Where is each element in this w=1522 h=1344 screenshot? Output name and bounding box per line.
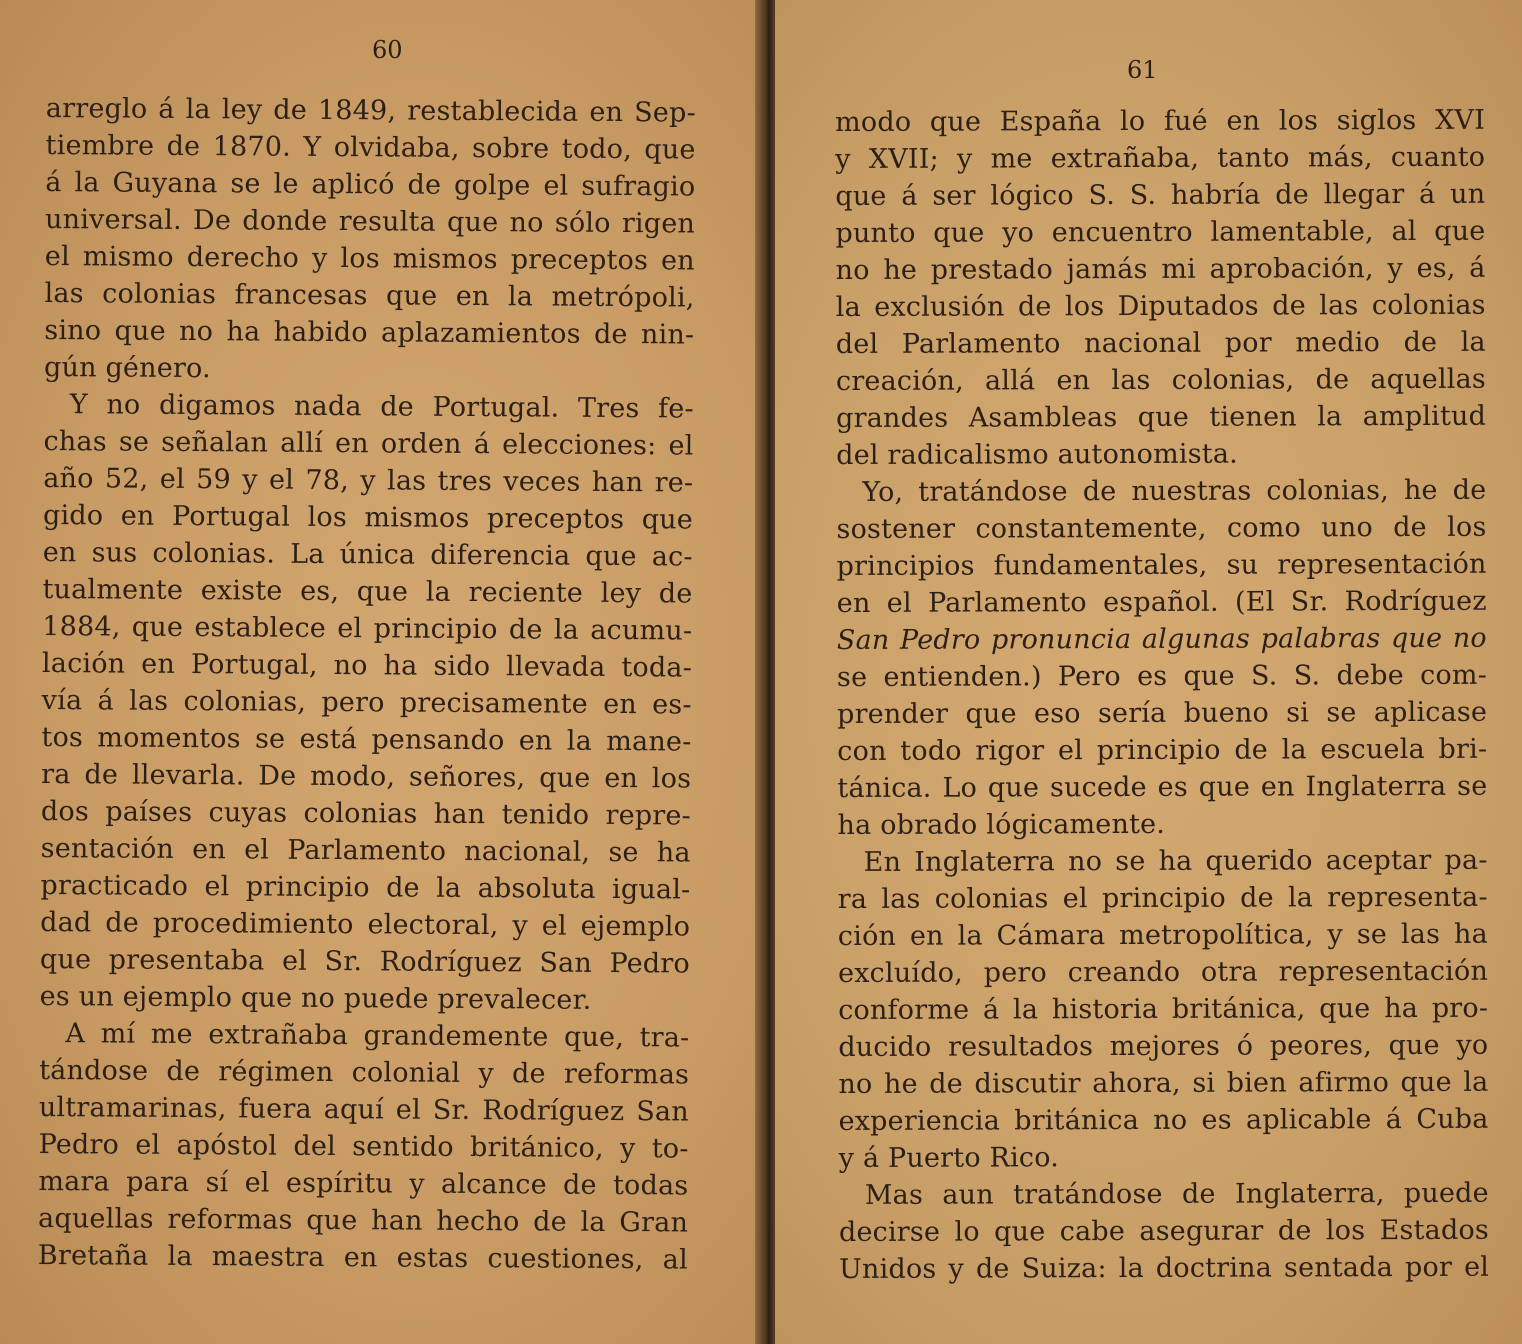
text-line: Y no digamos nada de Portugal. Tres fe- (69, 389, 694, 425)
text-line: en el Parlamento español. (El Sr. Rodríguez (836, 585, 1487, 619)
text-line: Yo, tratándose de nuestras colonias, he de (862, 474, 1487, 508)
text-line: gún género. (43, 351, 211, 385)
text-line: el mismo derecho y los mismos preceptos en (44, 240, 695, 277)
text-line: arreglo á la ley de 1849, restablecida en Sep- (45, 92, 696, 129)
text-line: tánica. Lo que sucede es que en Inglaterra se (837, 770, 1488, 804)
text-line: no he de discutir ahora, si bien afirmo que la (838, 1066, 1489, 1100)
text-line: principios fundamentales, su representación (836, 548, 1487, 582)
text-line: dos países cuyas colonias han tenido repre- (40, 795, 692, 832)
text-line: grandes Asambleas que tienen la amplitud (836, 400, 1487, 434)
text-line: con todo rigor el principio de la escuela bri- (837, 733, 1488, 767)
text-line: sentación en el Parlamento nacional, se ha (40, 832, 691, 869)
text-line: creación, allá en las colonias, de aquellas (835, 363, 1487, 397)
text-line: decirse lo que cabe asegurar de los Estados (838, 1214, 1489, 1248)
text-line: en sus colonias. La única diferencia que ac- (42, 536, 693, 573)
text-line: tándose de régimen colonial y de reformas (39, 1054, 690, 1091)
text-line: es un ejemplo que no puede prevalecer. (39, 980, 592, 1016)
text-line: experiencia británica no es aplicable á Cuba (838, 1103, 1489, 1137)
text-line: sino que no ha habido aplazamientos de nin- (44, 314, 695, 351)
text-line: A mí me extrañaba grandemente que, tra- (65, 1018, 690, 1054)
text-line: que presentaba el Sr. Rodríguez San Pedro (39, 943, 691, 980)
text-line: chas se señalan allí en orden á elecciones: el (43, 425, 694, 462)
text-line: la exclusión de los Diputados de las colonias (835, 289, 1486, 323)
text-line: y á Puerto Rico. (838, 1142, 1060, 1174)
left-page (0, 0, 760, 1344)
text-line: universal. De donde resulta que no sólo rigen (44, 203, 696, 240)
page-body-text (835, 102, 1489, 1288)
text-line: practicado el principio de la absoluta igual- (40, 869, 691, 906)
text-line: Mas aun tratándose de Inglaterra, puede (864, 1177, 1489, 1211)
text-line: á la Guyana se le aplicó de golpe el sufragio (45, 166, 696, 203)
text-line: ha obrado lógicamente. (837, 808, 1166, 841)
text-line: tualmente existe es, que la reciente ley de (42, 573, 693, 610)
text-line: del radicalismo autonomista. (836, 438, 1238, 471)
text-line: mara para sí el espíritu y alcance de todas (38, 1165, 689, 1202)
text-line: En Inglaterra no se ha querido aceptar pa- (863, 844, 1488, 878)
text-line: ra de llevarla. De modo, señores, que en los (41, 758, 692, 795)
text-line: aquellas reformas que han hecho de la Gran (38, 1202, 689, 1239)
text-line: las colonias francesas que en la metrópoli, (44, 277, 695, 314)
text-line: 1884, que establece el principio de la acumu- (42, 610, 693, 647)
text-line: dad de procedimiento electoral, y el ejemplo (40, 906, 691, 943)
page-number: 61 (1127, 56, 1158, 84)
text-line: Bretaña la maestra en estas cuestiones, al (37, 1239, 688, 1276)
text-line: tiembre de 1870. Y olvidaba, sobre todo, que (45, 129, 696, 166)
text-line: gido en Portugal los mismos preceptos que (42, 499, 694, 536)
text-line: Unidos y de Suiza: la doctrina sentada por el (839, 1251, 1490, 1285)
right-page (775, 0, 1522, 1344)
text-line: modo que España lo fué en los siglos XVI (835, 104, 1486, 138)
text-line: lación en Portugal, no ha sido llevada toda- (41, 647, 693, 684)
text-line: que á ser lógico S. S. habría de llegar á un (835, 178, 1486, 212)
text-line: prender que eso sería bueno si se aplicase (837, 696, 1488, 730)
text-line: ción en la Cámara metropolítica, y se las ha (837, 918, 1488, 952)
page-number: 60 (372, 36, 403, 64)
text-line: sostener constantemente, como uno de los (836, 511, 1487, 545)
text-line: no he prestado jamás mi aprobación, y es, á (835, 252, 1486, 286)
page-body-text (38, 90, 696, 1279)
text-line: conforme á la historia británica, que ha pro- (838, 992, 1489, 1026)
text-line: tos momentos se está pensando en la mane- (41, 721, 692, 758)
text-line: San Pedro pronuncia algunas palabras que no (836, 622, 1487, 656)
text-line: vía á las colonias, pero precisamente en es- (41, 684, 692, 721)
text-line: ra las colonias el principio de la representa- (837, 881, 1488, 915)
text-line: del Parlamento nacional por medio de la (835, 326, 1486, 360)
text-line: ducido resultados mejores ó peores, que yo (838, 1029, 1489, 1063)
text-line: año 52, el 59 y el 78, y las tres veces han re- (43, 462, 694, 499)
text-line: ultramarinas, fuera aquí el Sr. Rodríguez San (38, 1091, 689, 1128)
text-line: punto que yo encuentro lamentable, al que (835, 215, 1486, 249)
text-line: excluído, pero creando otra representación (837, 955, 1489, 989)
text-line: y XVII; y me extrañaba, tanto más, cuanto (835, 141, 1486, 175)
text-line: se entienden.) Pero es que S. S. debe com- (836, 659, 1488, 693)
text-line: Pedro el apóstol del sentido británico, y to- (38, 1128, 689, 1165)
